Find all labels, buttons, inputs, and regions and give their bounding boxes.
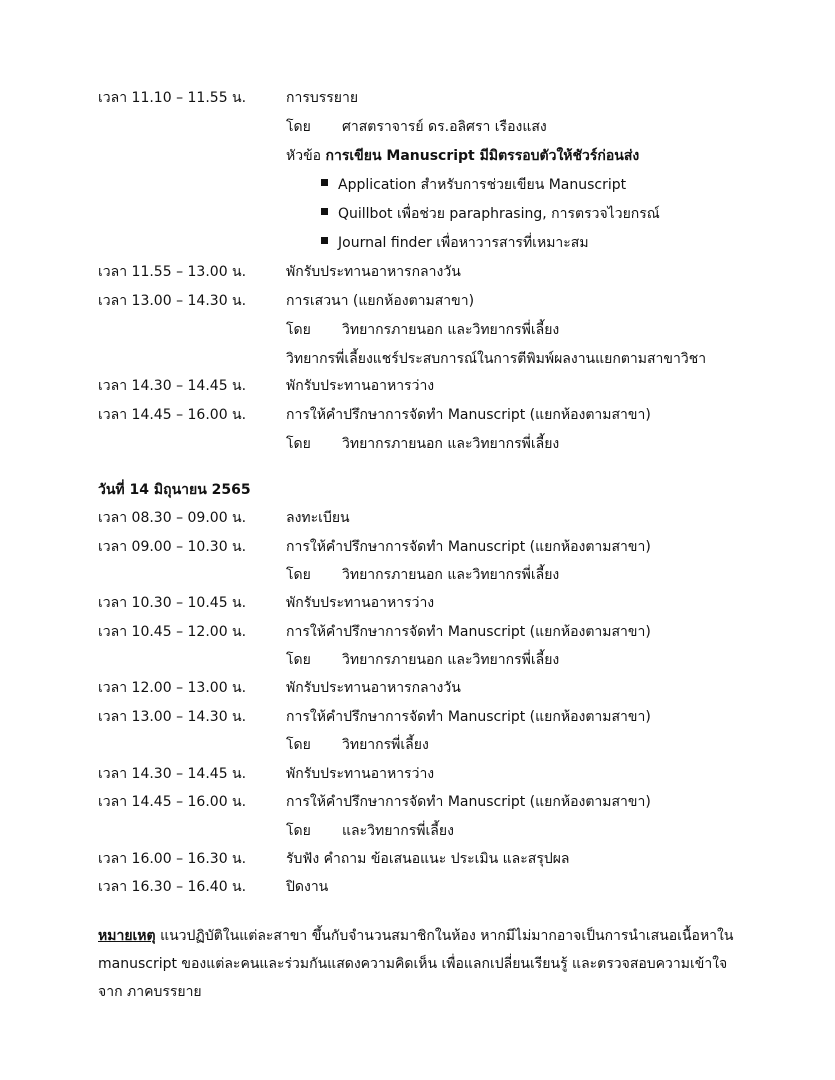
bullet-item — [321, 175, 626, 195]
speaker-name: และวิทยากรพี่เลี้ยง — [342, 823, 454, 839]
speaker-line — [286, 117, 547, 137]
speaker-line — [286, 565, 559, 585]
time-slot: เวลา 10.45 – 12.00 น. — [98, 624, 247, 640]
by-label: โดย — [286, 737, 311, 753]
time-slot: เวลา 13.00 – 14.30 น. — [98, 293, 247, 309]
speaker-line — [286, 735, 429, 755]
time-slot: เวลา 08.30 – 09.00 น. — [98, 510, 247, 526]
activity: รับฟัง คำถาม ข้อเสนอแนะ ประเมิน และสรุปผล — [286, 851, 570, 867]
time-slot: เวลา 14.30 – 14.45 น. — [98, 766, 247, 782]
activity: การให้คำปรึกษาการจัดทำ Manuscript (แยกห้องตามสาขา) — [286, 709, 651, 725]
time-slot: เวลา 10.30 – 10.45 น. — [98, 595, 247, 611]
activity: พักรับประทานอาหารกลางวัน — [286, 264, 461, 280]
by-label: โดย — [286, 567, 311, 583]
time-slot: เวลา 11.10 – 11.55 น. — [98, 90, 247, 106]
activity: พักรับประทานอาหารว่าง — [286, 766, 435, 782]
time-slot: เวลา 11.55 – 13.00 น. — [98, 264, 247, 280]
speaker-name: วิทยากรภายนอก และวิทยากรพี่เลี้ยง — [342, 436, 560, 452]
time-slot: เวลา 14.45 – 16.00 น. — [98, 794, 247, 810]
by-label: โดย — [286, 322, 311, 338]
activity: พักรับประทานอาหารกลางวัน — [286, 680, 461, 696]
speaker-line — [286, 434, 559, 454]
day-heading: วันที่ 14 มิถุนายน 2565 — [98, 482, 251, 498]
time-slot: เวลา 09.00 – 10.30 น. — [98, 539, 247, 555]
by-label: โดย — [286, 823, 311, 839]
by-label: โดย — [286, 436, 311, 452]
activity: พักรับประทานอาหารว่าง — [286, 595, 435, 611]
activity: การให้คำปรึกษาการจัดทำ Manuscript (แยกห้องตามสาขา) — [286, 794, 651, 810]
speaker-line — [286, 650, 559, 670]
topic-label: หัวข้อ — [286, 148, 322, 164]
bullet-text: Application สำหรับการช่วยเขียน Manuscript — [338, 177, 627, 193]
by-label: โดย — [286, 119, 311, 135]
speaker-name: ศาสตราจารย์ ดร.อลิศรา เรืองแสง — [342, 119, 547, 135]
activity: ลงทะเบียน — [286, 510, 350, 526]
activity-detail: วิทยากรพี่เลี้ยงแชร์ประสบการณ์ในการตีพิมพ์ผลงานแยกตามสาขาวิชา — [286, 351, 707, 367]
speaker-line — [286, 821, 454, 841]
speaker-name: วิทยากรพี่เลี้ยง — [342, 737, 429, 753]
bullet-text: Journal finder เพื่อหาวารสารที่เหมาะสม — [338, 235, 589, 251]
topic-line — [286, 146, 639, 166]
speaker-line — [286, 320, 559, 340]
activity: ปิดงาน — [286, 879, 329, 895]
bullet-icon — [321, 179, 328, 186]
speaker-name: วิทยากรภายนอก และวิทยากรพี่เลี้ยง — [342, 322, 560, 338]
speaker-name: วิทยากรภายนอก และวิทยากรพี่เลี้ยง — [342, 567, 560, 583]
time-slot: เวลา 14.45 – 16.00 น. — [98, 407, 247, 423]
bullet-item — [321, 204, 660, 224]
time-slot: เวลา 16.30 – 16.40 น. — [98, 879, 247, 895]
topic-title: การเขียน Manuscript มีมิตรรอบตัวให้ชัวร์ก่อนส่ง — [325, 148, 640, 164]
activity: การเสวนา (แยกห้องตามสาขา) — [286, 293, 475, 309]
time-slot: เวลา 13.00 – 14.30 น. — [98, 709, 247, 725]
activity: พักรับประทานอาหารว่าง — [286, 378, 435, 394]
note-heading: หมายเหตุ — [98, 928, 156, 944]
by-label: โดย — [286, 652, 311, 668]
activity: การให้คำปรึกษาการจัดทำ Manuscript (แยกห้องตามสาขา) — [286, 539, 651, 555]
speaker-name: วิทยากรภายนอก และวิทยากรพี่เลี้ยง — [342, 652, 560, 668]
bullet-item — [321, 233, 589, 253]
activity: การบรรยาย — [286, 90, 359, 106]
bullet-text: Quillbot เพื่อช่วย paraphrasing, การตรวจไวยกรณ์ — [338, 206, 660, 222]
time-slot: เวลา 12.00 – 13.00 น. — [98, 680, 247, 696]
bullet-icon — [321, 208, 328, 215]
note-text: แนวปฏิบัติในแต่ละสาขา ขึ้นกับจำนวนสมาชิกในห้อง หากมีไม่มากอาจเป็นการนำเสนอเนื้อหาใน manuscript ของแต่ละคนและร่วมกันแสดงความคิดเห็น เพื่อแลกเปลี่ยนเรียนรู้ และตรวจสอบความเข้าใจจาก ภาคบรรยาย — [98, 928, 734, 1000]
bullet-icon — [321, 237, 328, 244]
note-paragraph — [98, 922, 748, 1006]
time-slot: เวลา 16.00 – 16.30 น. — [98, 851, 247, 867]
time-slot: เวลา 14.30 – 14.45 น. — [98, 378, 247, 394]
activity: การให้คำปรึกษาการจัดทำ Manuscript (แยกห้องตามสาขา) — [286, 407, 651, 423]
activity: การให้คำปรึกษาการจัดทำ Manuscript (แยกห้องตามสาขา) — [286, 624, 651, 640]
